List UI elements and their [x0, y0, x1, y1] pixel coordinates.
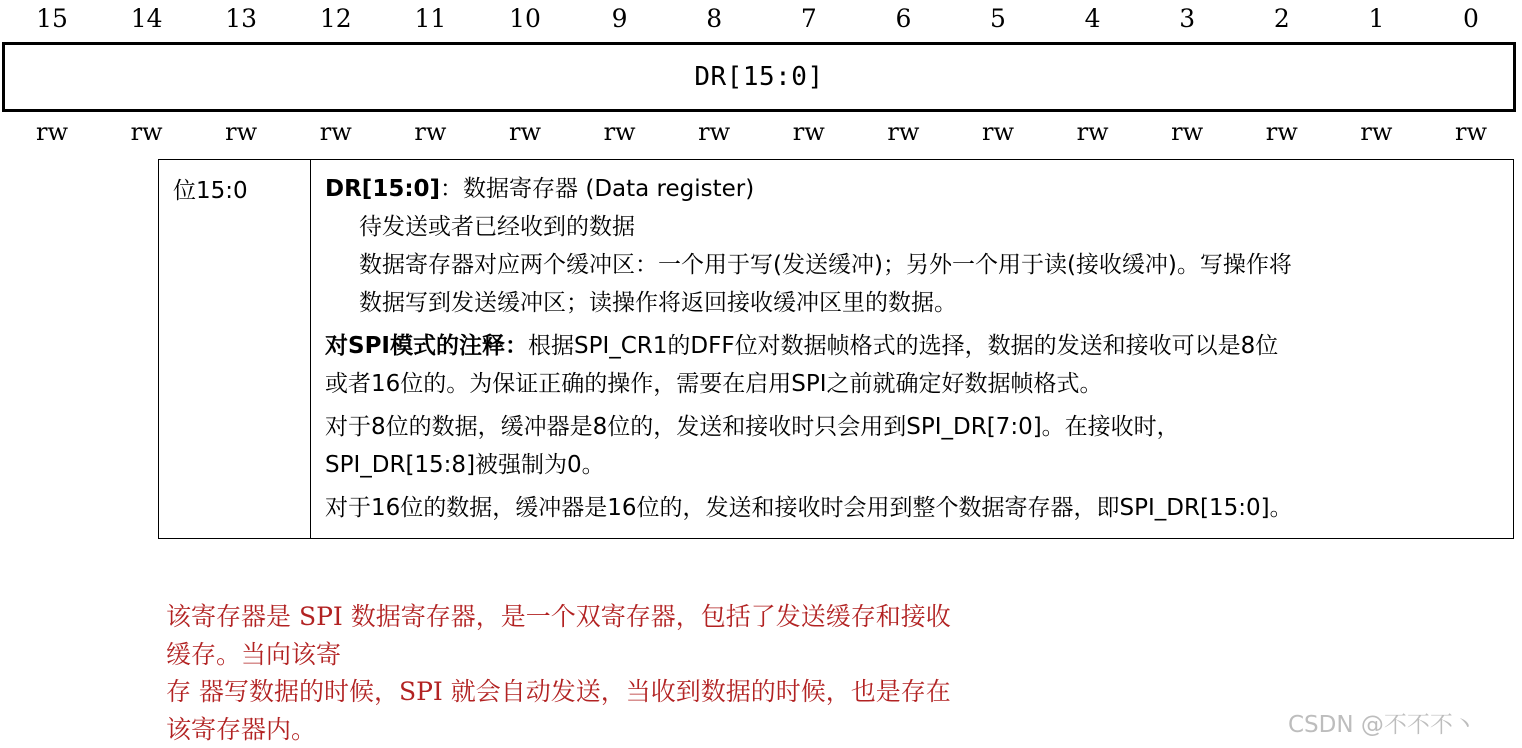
bit-range-cell — [159, 160, 311, 538]
eight-bit-note: 对于8位的数据，缓冲器是8位的，发送和接收时只会用到SPI_DR[7:0]。在接收时， — [325, 408, 1505, 446]
access-type-bit-11: rw — [410, 118, 450, 146]
access-type-bit-14: rw — [127, 118, 167, 146]
description-line: 数据写到发送缓冲区；读操作将返回接收缓冲区里的数据。 — [325, 284, 1505, 322]
bit-number-5: 5 — [978, 4, 1018, 33]
access-type-bit-15: rw — [32, 118, 72, 146]
annotation-line: 该寄存器内。 — [166, 711, 1166, 748]
access-type-bit-5: rw — [978, 118, 1018, 146]
description-title-rest: ：数据寄存器 (Data register) — [440, 176, 754, 202]
access-type-bit-7: rw — [789, 118, 829, 146]
access-type-row — [0, 118, 1522, 154]
access-type-bit-13: rw — [221, 118, 261, 146]
description-line: 待发送或者已经收到的数据 — [325, 208, 1505, 246]
bit-number-14: 14 — [127, 4, 167, 33]
bit-number-12: 12 — [316, 4, 356, 33]
bit-number-3: 3 — [1167, 4, 1207, 33]
bit-number-2: 2 — [1262, 4, 1302, 33]
access-type-bit-0: rw — [1451, 118, 1491, 146]
access-type-bit-8: rw — [694, 118, 734, 146]
access-type-bit-9: rw — [600, 118, 640, 146]
access-type-bit-10: rw — [505, 118, 545, 146]
bit-number-1: 1 — [1356, 4, 1396, 33]
access-type-bit-4: rw — [1073, 118, 1113, 146]
register-field-name: DR[15:0] — [694, 62, 823, 92]
annotation-line: 缓存。当向该寄 — [166, 636, 1166, 674]
bit-number-10: 10 — [505, 4, 545, 33]
bit-number-11: 11 — [410, 4, 450, 33]
annotation-line: 该寄存器是 SPI 数据寄存器，是一个双寄存器，包括了发送缓存和接收 — [166, 598, 1166, 636]
bit-number-6: 6 — [883, 4, 923, 33]
access-type-bit-6: rw — [883, 118, 923, 146]
access-type-bit-2: rw — [1262, 118, 1302, 146]
access-type-bit-12: rw — [316, 118, 356, 146]
description-title-bold: DR[15:0] — [325, 176, 440, 202]
bit-number-0: 0 — [1451, 4, 1491, 33]
description-body — [325, 170, 1505, 527]
access-type-bit-3: rw — [1167, 118, 1207, 146]
register-field-box — [2, 42, 1516, 112]
sixteen-bit-note: 对于16位的数据，缓冲器是16位的，发送和接收时会用到整个数据寄存器，即SPI_DR[15:0]。 — [325, 489, 1505, 527]
bit-number-13: 13 — [221, 4, 261, 33]
spi-mode-note-bold: 对SPI模式的注释： — [325, 333, 528, 359]
access-type-bit-1: rw — [1356, 118, 1396, 146]
bit-number-4: 4 — [1073, 4, 1113, 33]
bit-range-label: 位15:0 — [173, 178, 248, 204]
bit-number-9: 9 — [600, 4, 640, 33]
csdn-watermark: CSDN @不不不丶 — [1288, 706, 1476, 739]
annotation-line: 存 器写数据的时候，SPI 就会自动发送，当收到数据的时候，也是存在 — [166, 673, 1166, 711]
bit-description-table — [158, 159, 1514, 539]
bit-number-7: 7 — [789, 4, 829, 33]
spi-mode-note-text: 根据SPI_CR1的DFF位对数据帧格式的选择，数据的发送和接收可以是8位 — [528, 333, 1278, 359]
red-annotation — [166, 598, 1166, 748]
bit-number-15: 15 — [32, 4, 72, 33]
bit-number-row — [0, 4, 1522, 44]
eight-bit-note-line: SPI_DR[15:8]被强制为0。 — [325, 446, 1505, 484]
spi-mode-note-line: 或者16位的。为保证正确的操作，需要在启用SPI之前就确定好数据帧格式。 — [325, 365, 1505, 403]
spi-mode-note — [325, 327, 1505, 365]
description-line: 数据寄存器对应两个缓冲区：一个用于写(发送缓冲)；另外一个用于读(接收缓冲)。写操作将 — [325, 246, 1505, 284]
description-title — [325, 170, 1505, 208]
bit-number-8: 8 — [694, 4, 734, 33]
